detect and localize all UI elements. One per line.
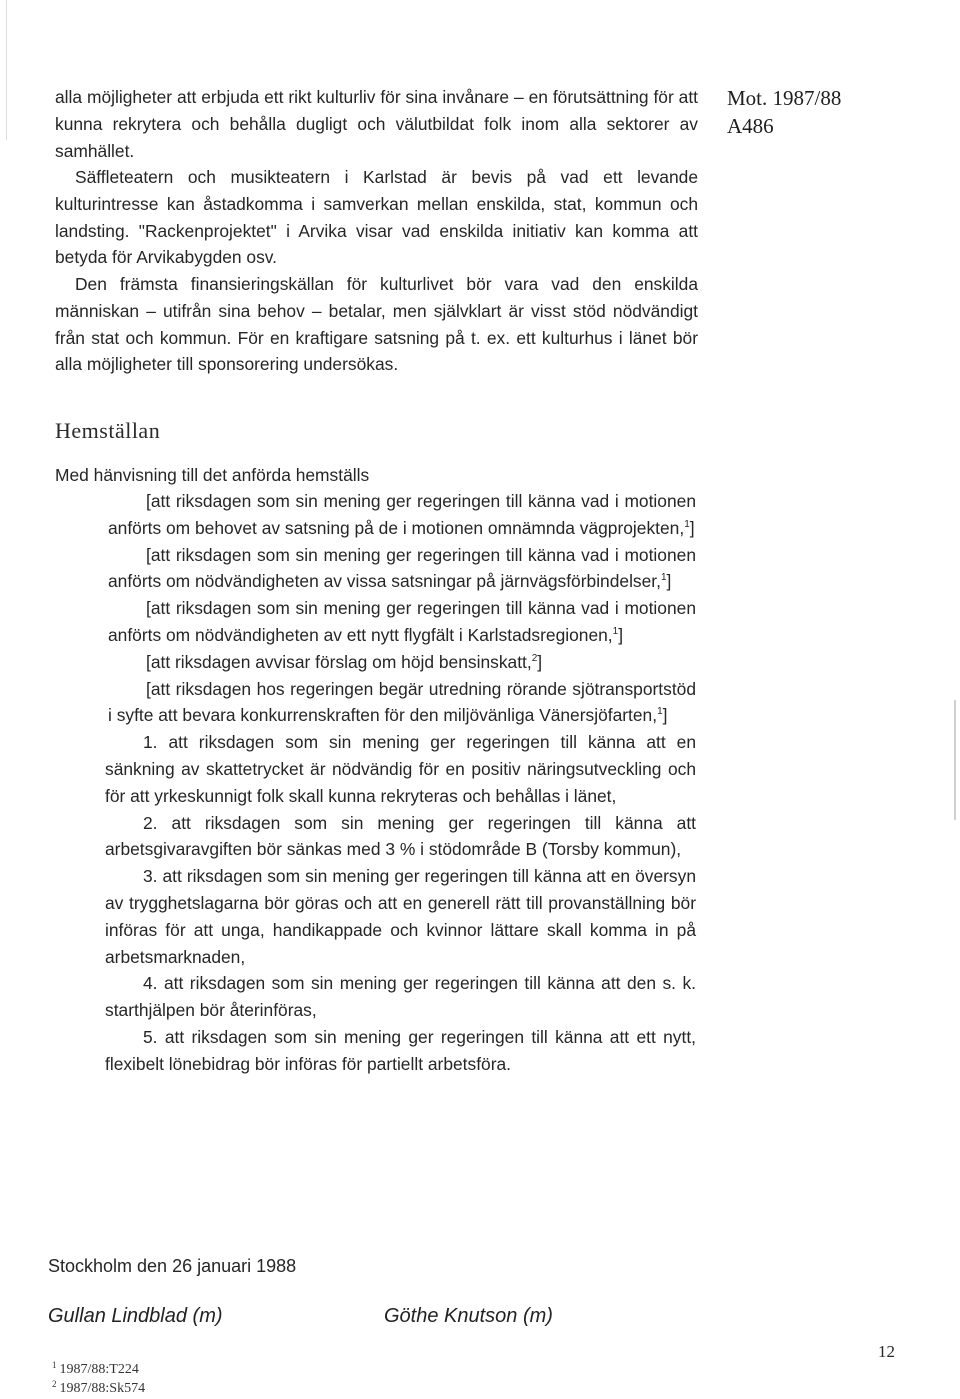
footnote-ref: 1 xyxy=(612,625,619,637)
clause-text: 3. att riksdagen som sin mening ger regeringen till känna att en översyn av trygghetslagarna bör göras och att en generell rätt till provanställning bör införas för att unga, handikappade och kvinnor lättare skall komma in på arbetsmarknaden, xyxy=(105,866,696,967)
request-clauses xyxy=(105,488,696,1078)
body-paragraph: alla möjligheter att erbjuda ett rikt kulturliv för sina invånare – en förutsättning för att kunna rekrytera och behålla dugligt och välutbildat folk inom alla sektorer av samhället. xyxy=(55,87,698,161)
footnote xyxy=(52,1381,145,1397)
clause-close: ] xyxy=(689,517,695,538)
request-clause xyxy=(108,649,696,676)
footnote-text: 1987/88:Sk574 xyxy=(59,1381,146,1396)
clause-text: [att riksdagen avvisar förslag om höjd bensinskatt, xyxy=(146,651,532,672)
request-clause xyxy=(105,810,696,864)
footnote-mark: 2 xyxy=(52,1379,57,1389)
clause-text: 5. att riksdagen som sin mening ger regeringen till känna att ett nytt, flexibelt lönebidrag bör införas för partiellt arbetsföra. xyxy=(105,1026,696,1074)
scan-margin-line xyxy=(6,0,7,140)
clause-close: ] xyxy=(666,571,672,592)
request-clause xyxy=(105,729,696,809)
request-clause xyxy=(105,1024,696,1078)
place-and-date: Stockholm den 26 januari 1988 xyxy=(48,1256,297,1276)
motion-number: Mot. 1987/88 xyxy=(727,86,842,110)
clause-text: 4. att riksdagen som sin mening ger regeringen till känna att den s. k. starthjälpen bör återinföras, xyxy=(105,973,696,1021)
footnote-text: 1987/88:T224 xyxy=(59,1362,139,1377)
footnote xyxy=(52,1362,139,1378)
clause-text: [att riksdagen hos regeringen begär utredning rörande sjötransportstöd i syfte att bevara konkurrenskraften för den miljövänliga Vänersjöfarten, xyxy=(108,678,696,726)
clause-text: [att riksdagen som sin mening ger regeringen till känna vad i motionen anförts om nödvändigheten av ett nytt flygfält i Karlstadsregionen, xyxy=(108,598,696,645)
clause-text: [att riksdagen som sin mening ger regeringen till känna vad i motionen anförts om nödvändigheten av vissa satsningar på järnvägsförbindelser, xyxy=(108,544,696,592)
signature: Gullan Lindblad (m) xyxy=(48,1305,223,1327)
clause-close: ] xyxy=(618,624,624,645)
footnote-ref: 1 xyxy=(684,518,690,530)
request-clause xyxy=(108,542,696,596)
footnote-ref: 1 xyxy=(660,572,667,584)
request-intro: Med hänvisning till det anförda hemställs xyxy=(55,465,370,485)
footnote-ref: 1 xyxy=(657,706,663,718)
footnote-ref: 2 xyxy=(531,652,538,664)
section-heading: Hemställan xyxy=(55,418,161,443)
body-paragraph: Den främsta finansieringskällan för kulturlivet bör vara vad den enskilda människan – utifrån sina behov – betalar, men självklart är visst stöd nödvändigt från stat och kommun. För en kraftigare satsning på t. ex. ett kulturhus i länet bör alla möjligheter till sponsorering undersökas. xyxy=(55,274,698,375)
scan-margin-line-right xyxy=(954,700,956,820)
motion-code: A486 xyxy=(727,114,774,138)
request-clause xyxy=(108,488,696,542)
motion-reference xyxy=(727,84,841,140)
footnote-mark: 1 xyxy=(52,1360,57,1370)
clause-text: 1. att riksdagen som sin mening ger regeringen till känna att en sänkning av skattetrycket är nödvändig för en positiv näringsutveckling och för att yrkeskunnigt folk skall kunna rekryteras och behållas i länet, xyxy=(105,732,696,806)
clause-close: ] xyxy=(537,651,543,672)
clause-text: [att riksdagen som sin mening ger regeringen till känna vad i motionen anförts om behovet av satsning på de i motionen omnämnda vägprojekten, xyxy=(108,491,696,538)
body-paragraph: Säffleteatern och musikteatern i Karlstad är bevis på vad ett levande kulturintresse kan åstadkomma i samverkan mellan enskilda, stat, kommun och landsting. "Rackenprojektet" i Arvika visar vad enskilda initiativ kan komma att betyda för Arvikabygden osv. xyxy=(55,167,698,268)
request-clause xyxy=(105,970,696,1024)
request-clause xyxy=(105,863,696,970)
page-number: 12 xyxy=(878,1342,895,1361)
request-clause xyxy=(108,676,696,730)
request-clause xyxy=(108,595,696,649)
clause-text: 2. att riksdagen som sin mening ger regeringen till känna att arbetsgivaravgiften bör sänkas med 3 % i stödområde B (Torsby kommun), xyxy=(105,812,696,860)
clause-close: ] xyxy=(662,705,668,726)
signature: Göthe Knutson (m) xyxy=(384,1305,553,1327)
